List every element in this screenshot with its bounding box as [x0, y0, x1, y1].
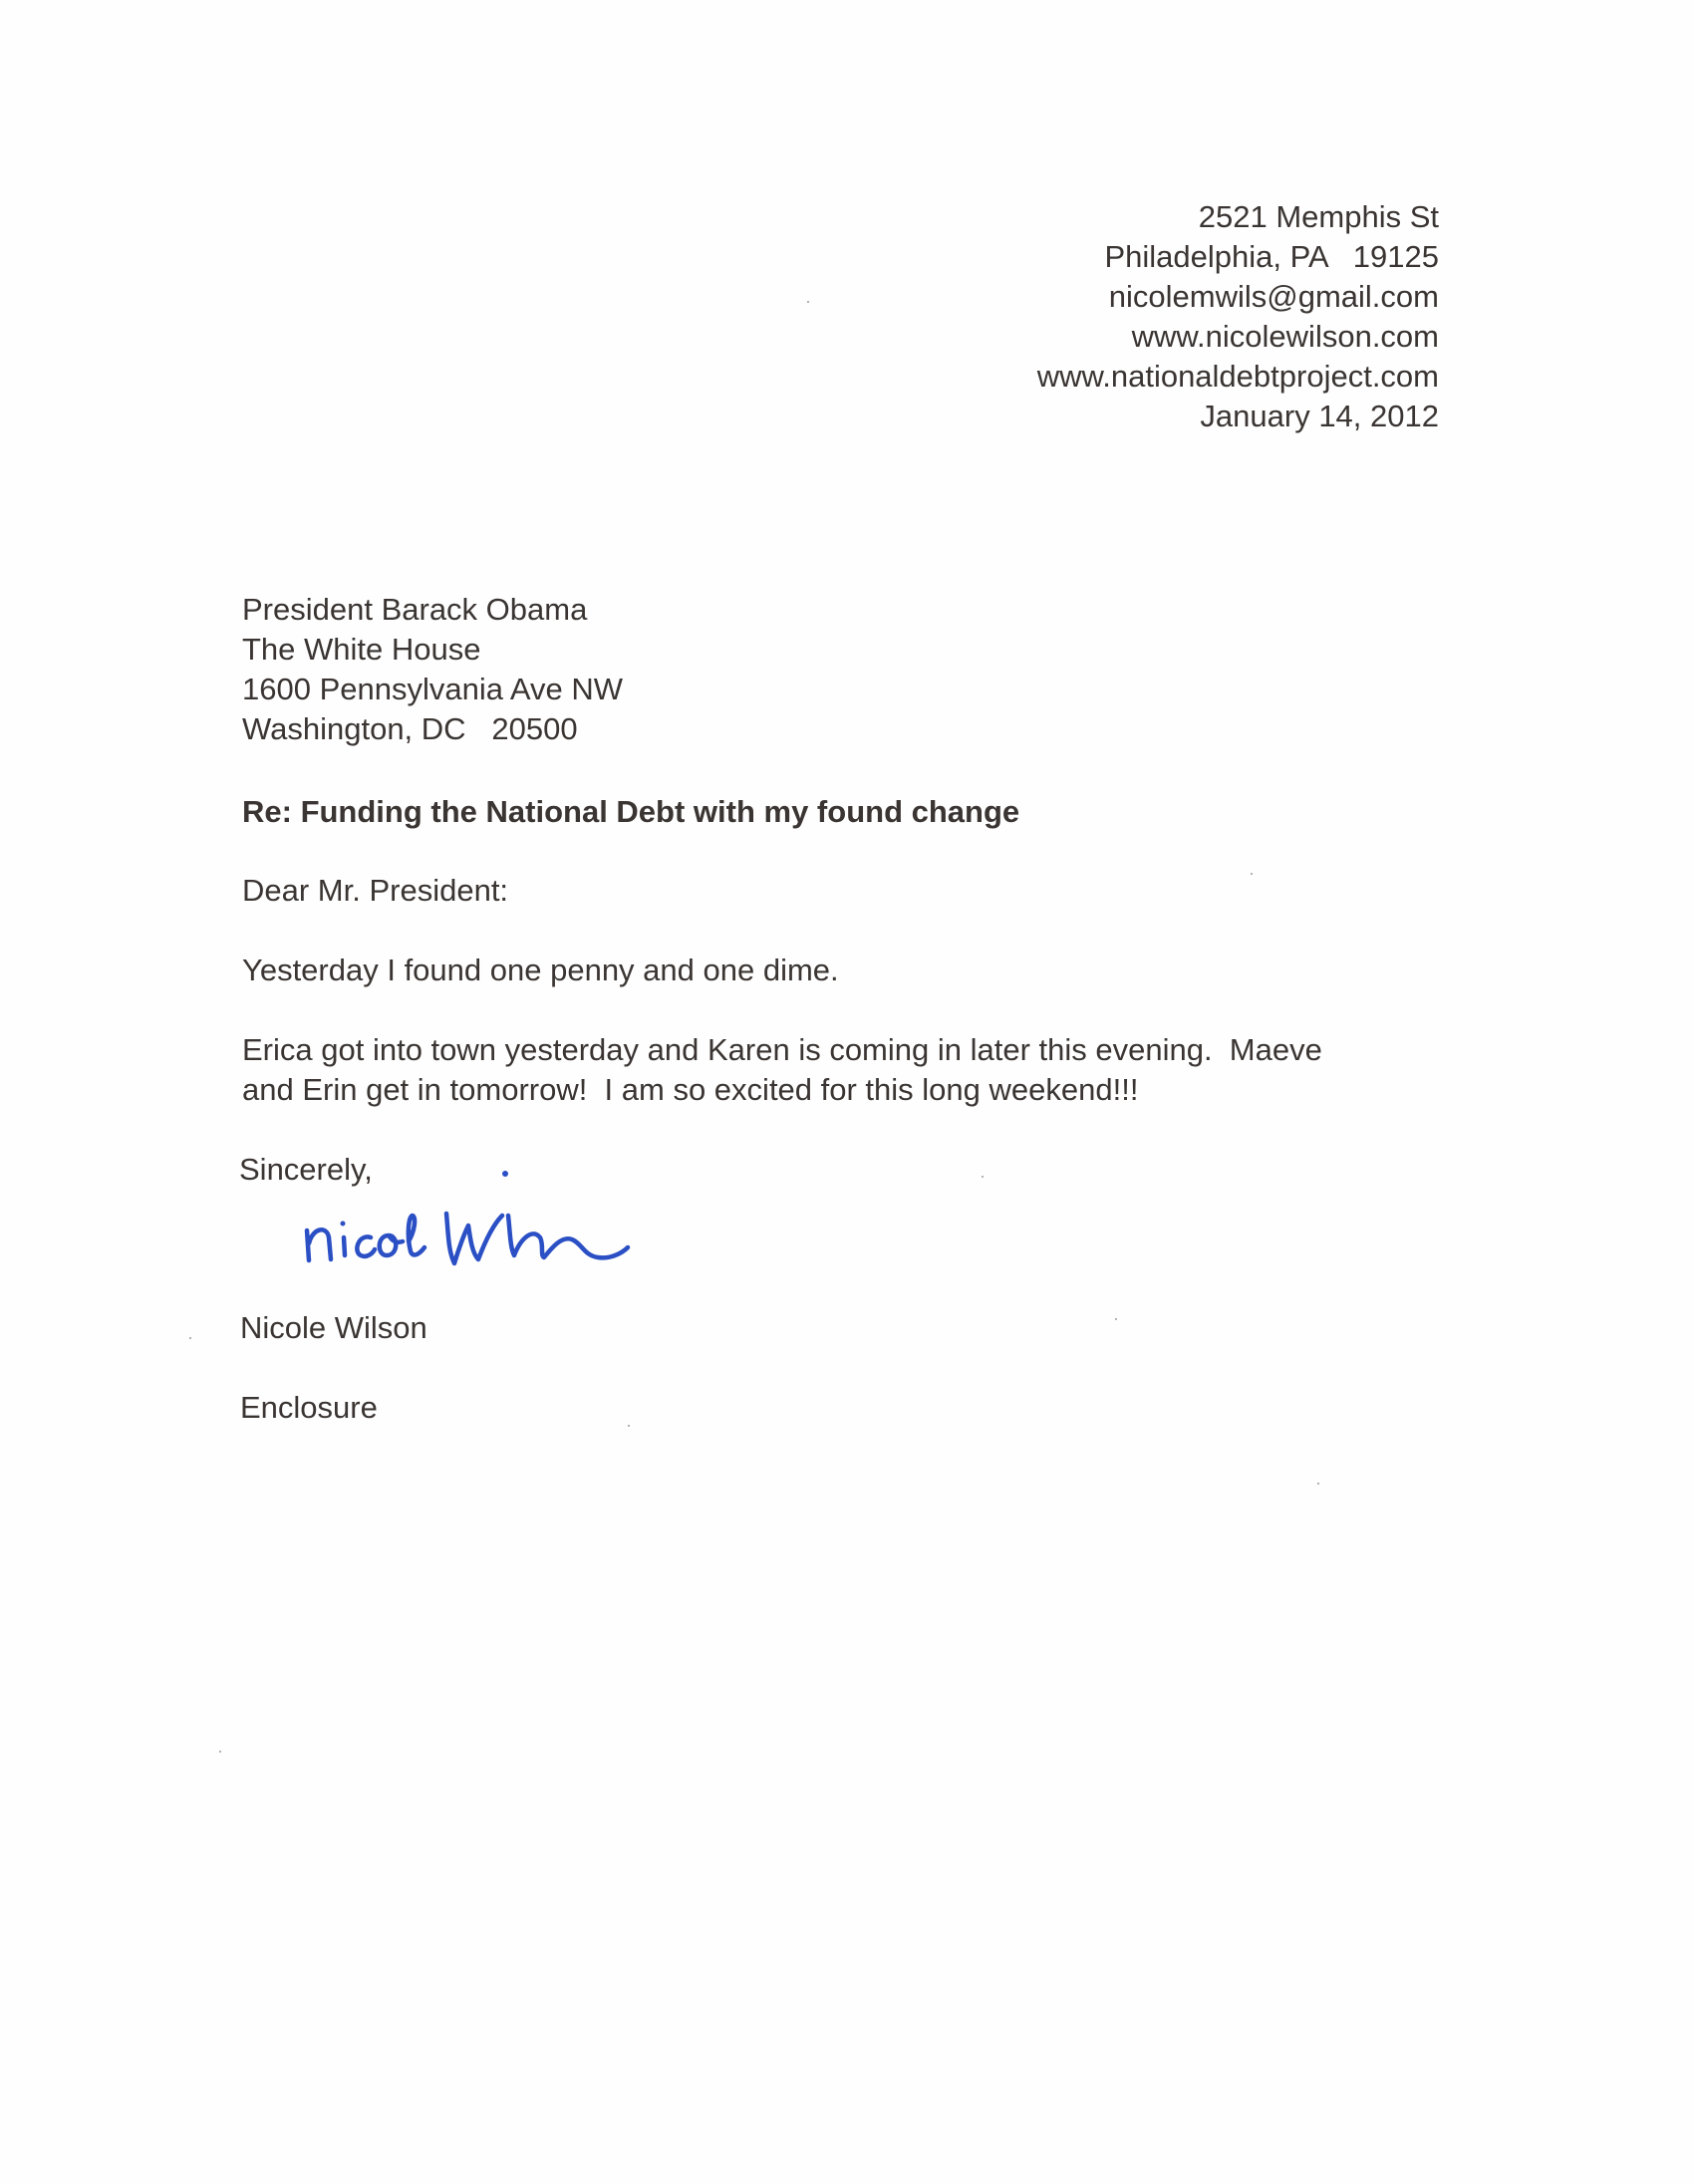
scan-speck [1115, 1318, 1117, 1320]
recipient-city-line: Washington, DC 20500 [242, 711, 578, 746]
scan-speck [628, 1425, 630, 1427]
scan-speck [189, 1337, 191, 1339]
recipient-name: President Barack Obama [242, 592, 588, 627]
sender-address-block [1037, 197, 1439, 436]
scan-speck [219, 1751, 221, 1753]
recipient-street: 1600 Pennsylvania Ave NW [242, 672, 623, 706]
sender-city-line: Philadelphia, PA 19125 [1104, 239, 1439, 274]
salutation: Dear Mr. President: [242, 873, 509, 908]
closing: Sincerely, [239, 1152, 373, 1187]
subject-line: Re: Funding the National Debt with my found change [242, 794, 1020, 829]
handwritten-signature [289, 1156, 688, 1295]
recipient-org: The White House [242, 632, 481, 667]
body-paragraph-1: Yesterday I found one penny and one dime. [242, 953, 839, 987]
body-paragraph-2-line-1: Erica got into town yesterday and Karen is coming in later this evening. Maeve [242, 1032, 1322, 1067]
sender-website: www.nicolewilson.com [1131, 319, 1439, 354]
scan-speck [807, 301, 809, 303]
signer-name: Nicole Wilson [240, 1310, 427, 1345]
scan-speck [1251, 873, 1253, 875]
recipient-address-block [242, 590, 623, 749]
sender-email: nicolemwils@gmail.com [1108, 279, 1439, 314]
enclosure-note: Enclosure [240, 1390, 378, 1425]
body-paragraph-2 [242, 1030, 1438, 1110]
scan-speck [1317, 1483, 1319, 1485]
scan-speck [982, 1176, 984, 1178]
body-paragraph-2-line-2: and Erin get in tomorrow! I am so excited for this long weekend!!! [242, 1072, 1139, 1107]
sender-website-project: www.nationaldebtproject.com [1036, 359, 1439, 394]
sender-street: 2521 Memphis St [1198, 199, 1439, 234]
letter-date: January 14, 2012 [1200, 399, 1439, 433]
